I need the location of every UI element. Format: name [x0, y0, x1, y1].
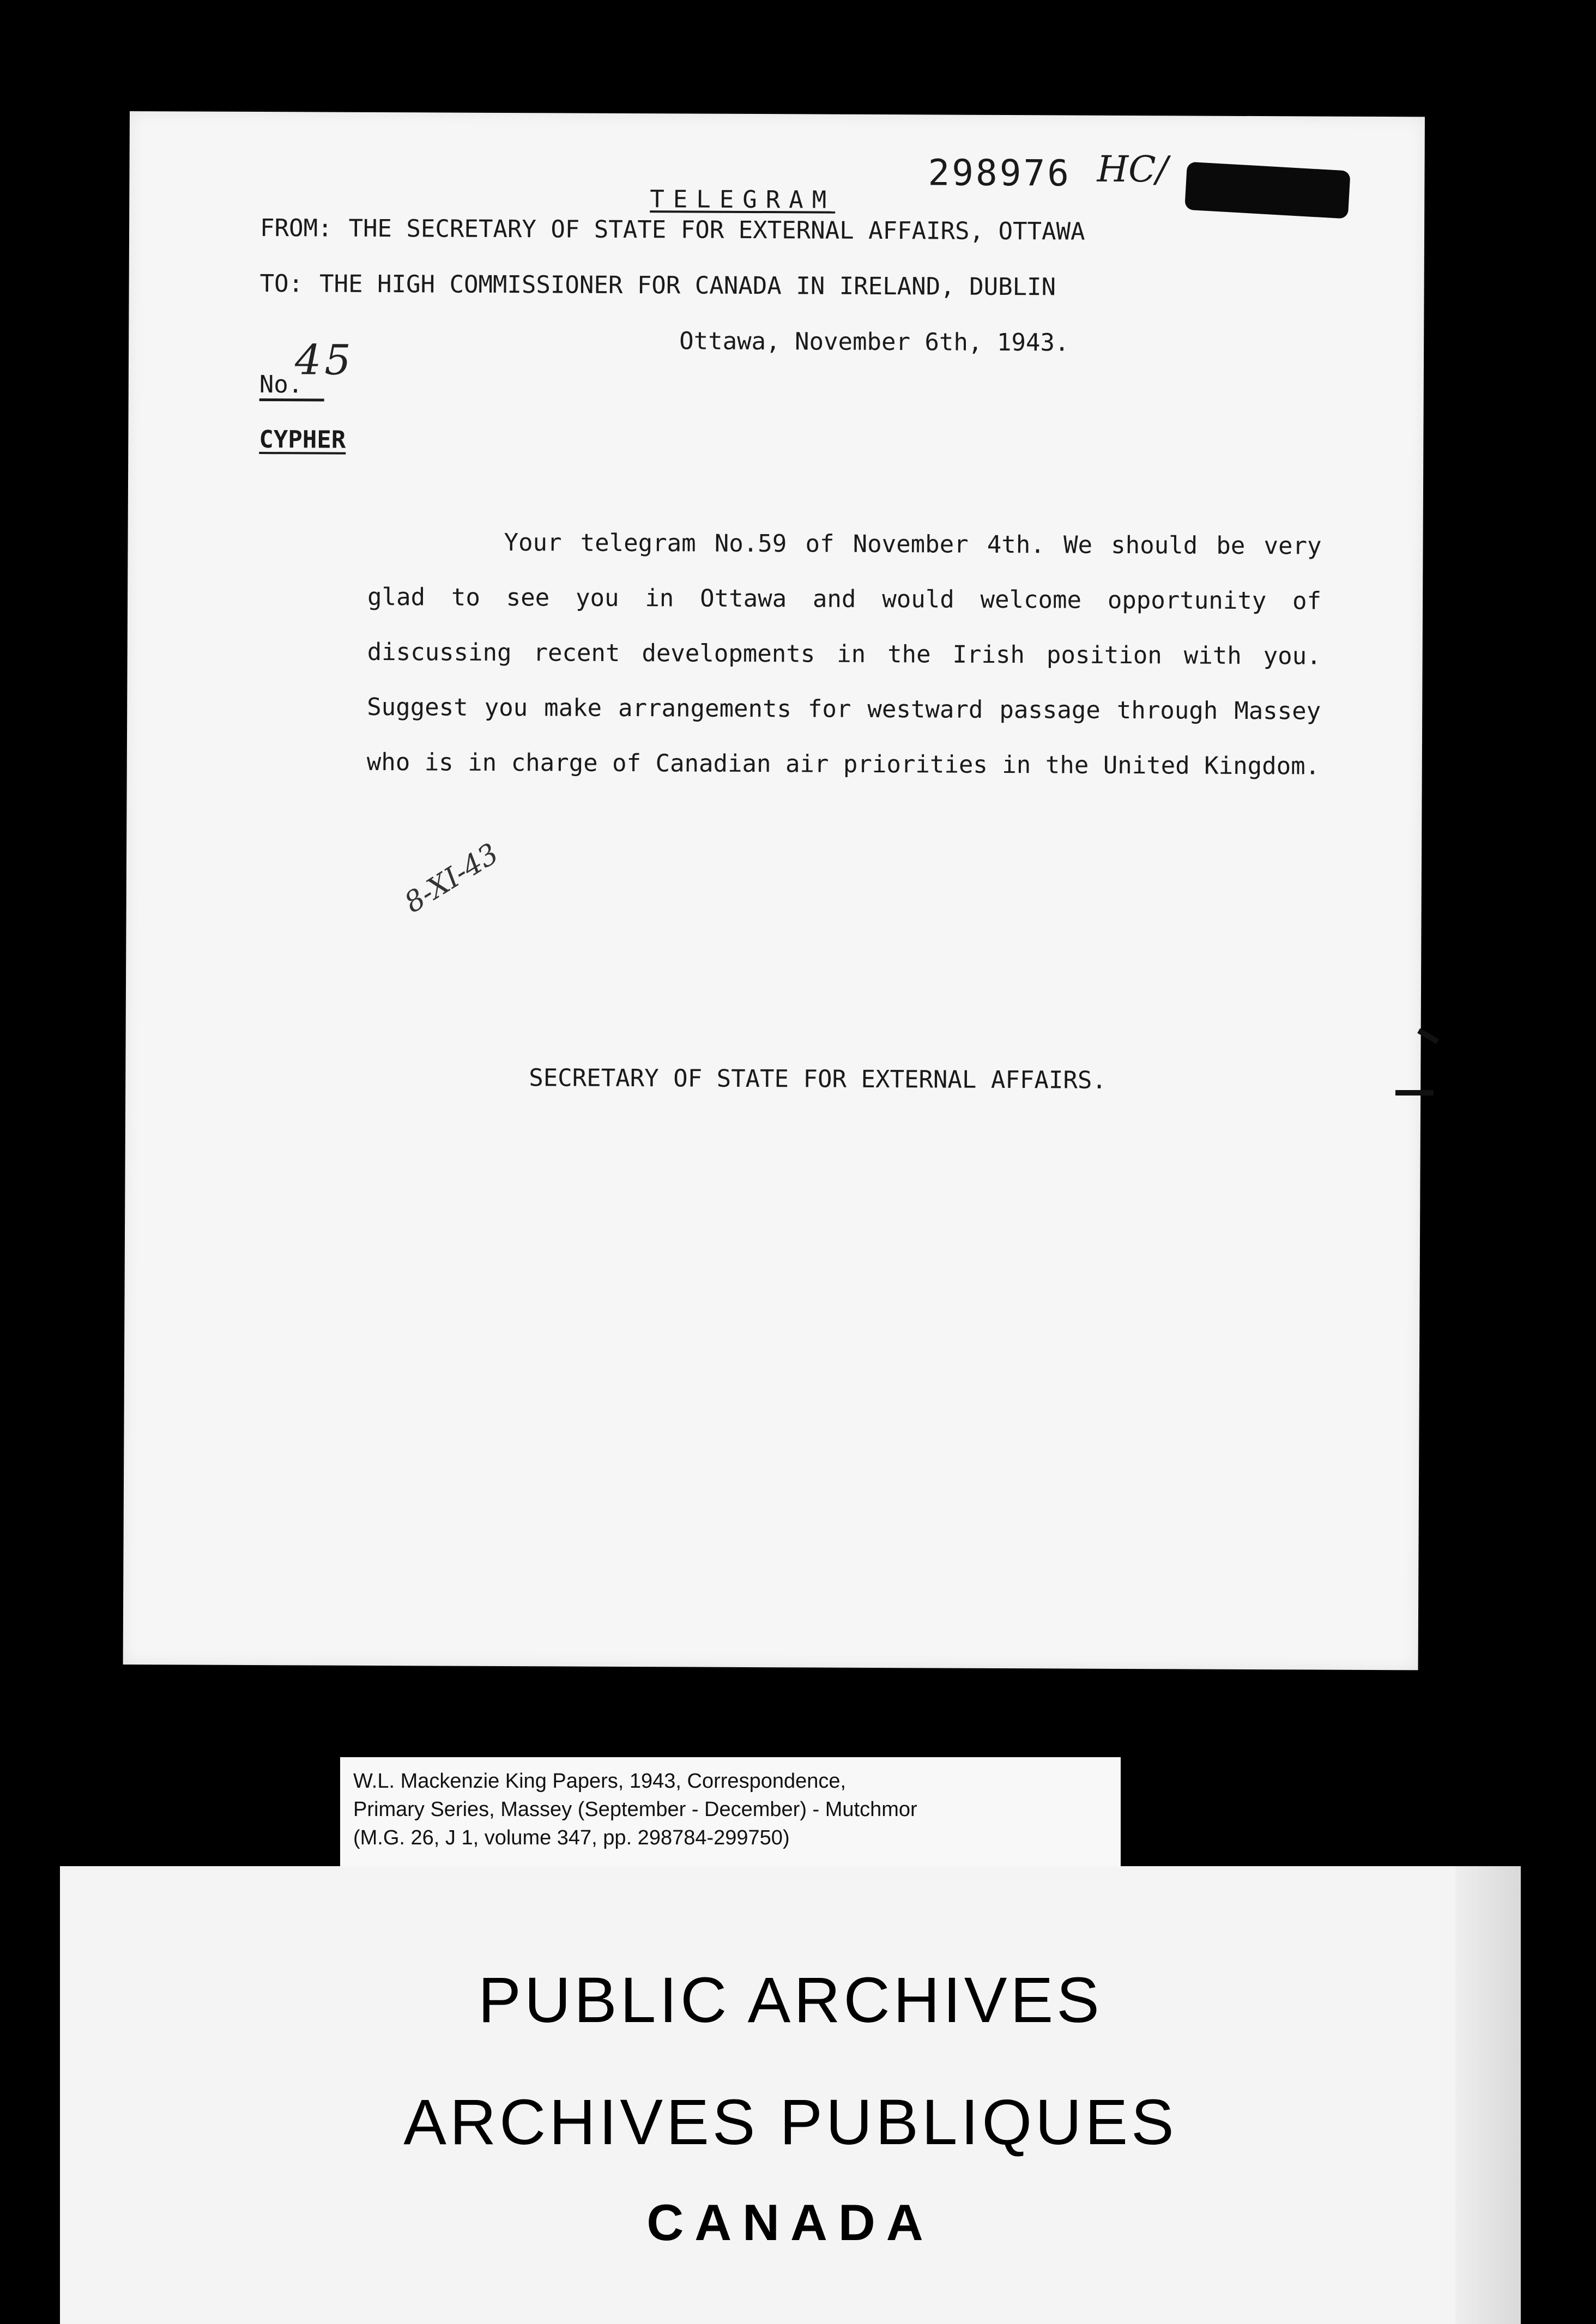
archives-stamp	[60, 1866, 1521, 2324]
file-prefix: HC/	[1097, 148, 1169, 191]
citation-line-2: Primary Series, Massey (September - December) - Mutchmor	[353, 1798, 917, 1821]
citation-line-3: (M.G. 26, J 1, volume 347, pp. 298784-299750)	[353, 1826, 790, 1849]
date-line: Ottawa, November 6th, 1943.	[679, 327, 1069, 357]
stamp-line-3: CANADA	[646, 2194, 934, 2251]
telegram-body: Your telegram No.59 of November 4th. We should be very glad to see you in Ottawa and would welcome opportunity of discussing recent developments in the Irish position with you. Suggest you make arrangements for westward passage through Massey who is in charge of Canadian air priorities in the United Kingdom.	[366, 529, 1322, 780]
stamp-line-1: PUBLIC ARCHIVES	[478, 1964, 1103, 2036]
stamp-line-2: ARCHIVES PUBLIQUES	[403, 2086, 1177, 2158]
telegram-page	[123, 111, 1425, 1670]
to-value: THE HIGH COMMISSIONER FOR CANADA IN IRELAND, DUBLIN	[319, 270, 1056, 301]
citation-line-1: W.L. Mackenzie King Papers, 1943, Correspondence,	[353, 1770, 847, 1793]
from-label: FROM:	[259, 214, 332, 243]
from-value: THE SECRETARY OF STATE FOR EXTERNAL AFFAIRS, OTTAWA	[348, 214, 1085, 246]
to-line	[260, 270, 1056, 301]
to-label: TO:	[259, 270, 304, 298]
margin-mark-bottom	[1395, 1090, 1434, 1096]
signature: SECRETARY OF STATE FOR EXTERNAL AFFAIRS.	[529, 1064, 1107, 1094]
redaction-mark	[1184, 162, 1351, 219]
handwritten-note: 8-XI-43	[398, 837, 504, 920]
citation-label	[340, 1757, 1121, 1877]
number-label: No.	[259, 371, 325, 402]
cypher-label: CYPHER	[259, 426, 346, 454]
file-number: 298976	[928, 152, 1072, 195]
handwritten-number: 45	[294, 335, 354, 384]
telegram-title: TELEGRAM	[650, 185, 836, 214]
from-line	[260, 214, 1085, 246]
